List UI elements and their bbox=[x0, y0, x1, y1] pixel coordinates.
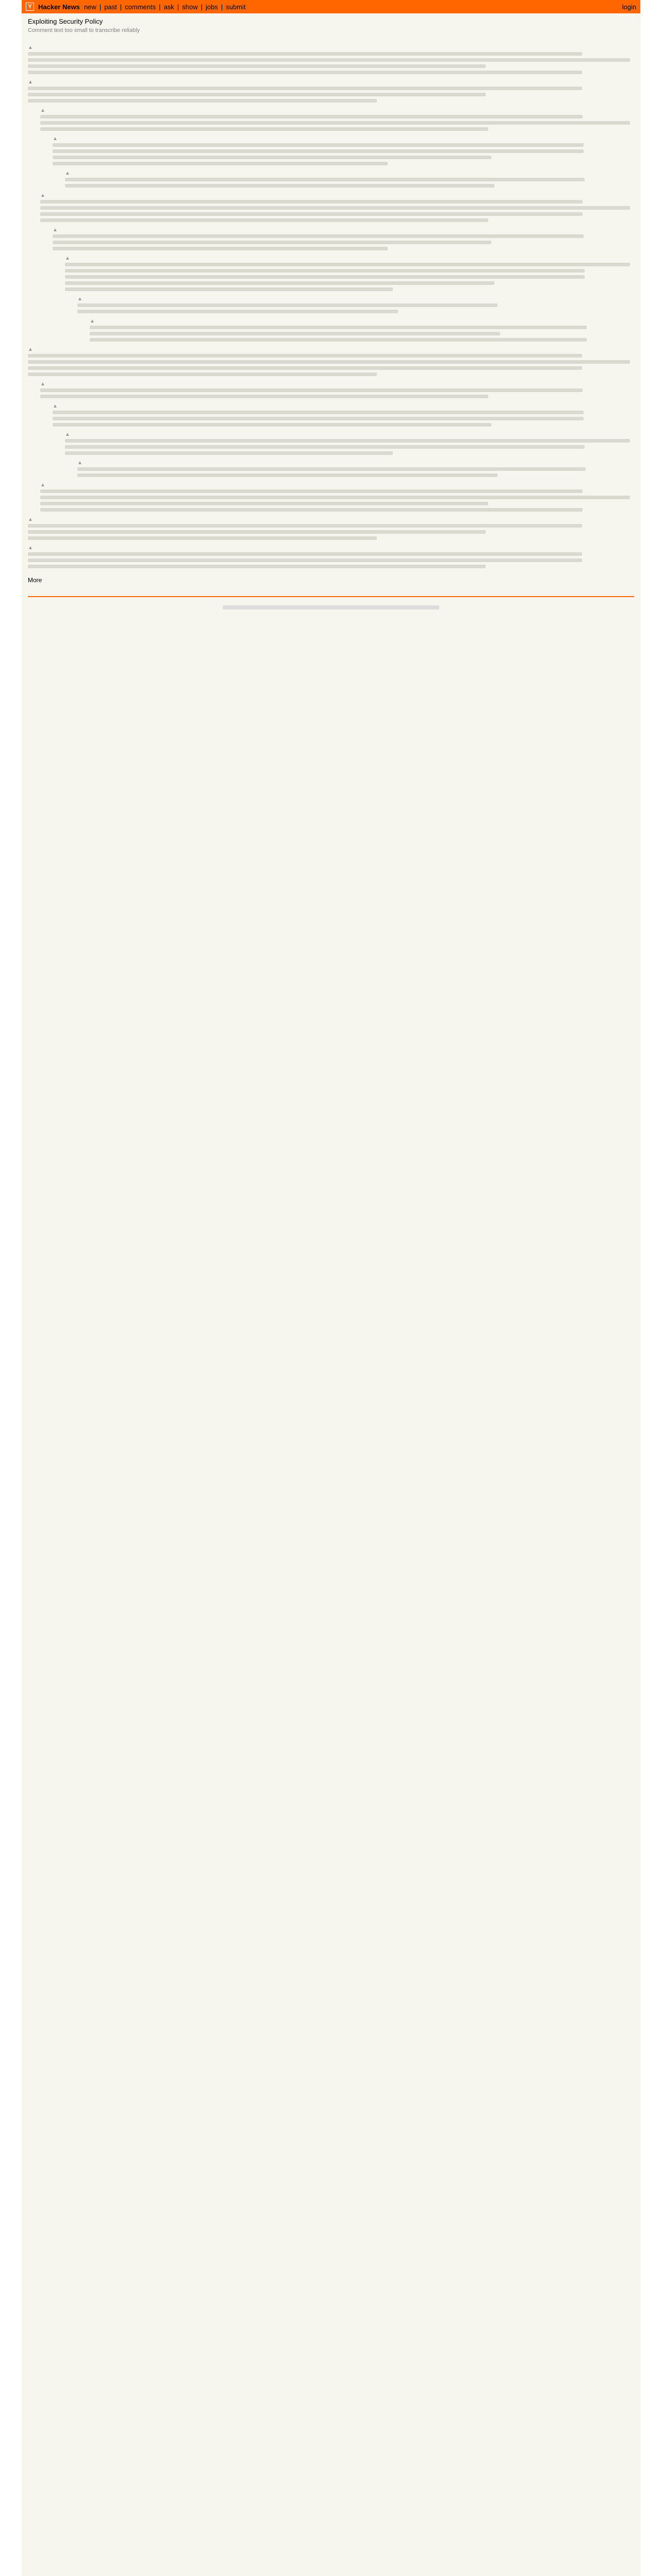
site-logo-icon[interactable]: Y bbox=[26, 3, 34, 11]
more-link[interactable]: More bbox=[28, 577, 42, 584]
comment-thread bbox=[22, 36, 640, 631]
comment-body-placeholder bbox=[40, 200, 630, 222]
footer-placeholder bbox=[223, 605, 439, 609]
nav-item-comments[interactable]: comments bbox=[125, 3, 156, 11]
comment-body-placeholder bbox=[77, 303, 630, 313]
comment-block bbox=[90, 318, 634, 342]
upvote-icon[interactable]: ▲ bbox=[53, 403, 58, 409]
comment-block bbox=[77, 460, 634, 477]
comment-block bbox=[65, 432, 634, 455]
upvote-icon[interactable]: ▲ bbox=[40, 107, 45, 113]
upvote-icon[interactable]: ▲ bbox=[53, 227, 58, 233]
upvote-icon[interactable]: ▲ bbox=[65, 431, 70, 437]
comment-meta bbox=[40, 482, 630, 487]
comment-meta bbox=[40, 108, 630, 113]
nav-item-past[interactable]: past bbox=[104, 3, 117, 11]
comment-body-placeholder bbox=[65, 178, 630, 188]
nav-item-jobs[interactable]: jobs bbox=[205, 3, 218, 11]
comment-meta bbox=[40, 381, 630, 386]
comment-body-placeholder bbox=[40, 489, 630, 512]
comment-meta bbox=[77, 296, 630, 301]
nav-separator: | bbox=[120, 3, 122, 11]
comment-body-placeholder bbox=[28, 552, 630, 568]
comment-meta bbox=[40, 193, 630, 198]
comment-meta bbox=[28, 545, 630, 550]
comment-meta bbox=[28, 79, 630, 84]
upvote-icon[interactable]: ▲ bbox=[28, 346, 33, 352]
comment-body-placeholder bbox=[77, 467, 630, 477]
story-summary bbox=[22, 13, 640, 36]
top-nav bbox=[84, 3, 246, 11]
comment-block bbox=[65, 256, 634, 291]
story-meta-placeholder: Comment text too small to transcribe reliably bbox=[28, 27, 140, 33]
upvote-icon[interactable]: ▲ bbox=[77, 296, 82, 302]
comment-block bbox=[40, 381, 634, 398]
comment-block bbox=[28, 79, 634, 103]
comment-block bbox=[28, 517, 634, 540]
comment-body-placeholder bbox=[28, 52, 630, 74]
comment-meta bbox=[65, 256, 630, 261]
comment-block bbox=[53, 136, 634, 165]
comment-body-placeholder bbox=[65, 263, 630, 291]
nav-separator: | bbox=[159, 3, 161, 11]
comment-meta bbox=[28, 45, 630, 50]
comment-block bbox=[28, 45, 634, 74]
comment-body-placeholder bbox=[40, 388, 630, 398]
comment-body-placeholder bbox=[53, 411, 630, 427]
page bbox=[22, 0, 640, 2576]
upvote-icon[interactable]: ▲ bbox=[28, 516, 33, 522]
comment-block bbox=[40, 108, 634, 131]
comment-meta bbox=[65, 171, 630, 176]
story-title[interactable]: Exploiting Security Policy bbox=[28, 18, 103, 25]
top-navigation-bar bbox=[22, 0, 640, 13]
upvote-icon[interactable]: ▲ bbox=[65, 170, 70, 176]
upvote-icon[interactable]: ▲ bbox=[77, 460, 82, 466]
upvote-icon[interactable]: ▲ bbox=[65, 255, 70, 261]
comment-meta bbox=[53, 136, 630, 141]
comment-block bbox=[28, 347, 634, 376]
upvote-icon[interactable]: ▲ bbox=[40, 482, 45, 488]
nav-item-show[interactable]: show bbox=[182, 3, 198, 11]
upvote-icon[interactable]: ▲ bbox=[28, 79, 33, 85]
comment-body-placeholder bbox=[65, 439, 630, 455]
nav-item-ask[interactable]: ask bbox=[163, 3, 174, 11]
comment-body-placeholder bbox=[28, 524, 630, 540]
nav-separator: | bbox=[221, 3, 223, 11]
comment-body-placeholder bbox=[40, 115, 630, 131]
upvote-icon[interactable]: ▲ bbox=[90, 318, 95, 324]
comment-block bbox=[53, 403, 634, 427]
nav-separator: | bbox=[99, 3, 102, 11]
comment-block bbox=[65, 171, 634, 188]
comment-meta bbox=[53, 403, 630, 409]
nav-separator: | bbox=[177, 3, 179, 11]
comment-body-placeholder bbox=[53, 234, 630, 250]
comment-body-placeholder bbox=[90, 326, 630, 342]
comment-meta bbox=[28, 347, 630, 352]
comment-meta bbox=[77, 460, 630, 465]
comment-block bbox=[28, 545, 634, 568]
comment-block bbox=[40, 193, 634, 222]
comment-body-placeholder bbox=[28, 354, 630, 376]
comment-meta bbox=[28, 517, 630, 522]
login-link[interactable]: login bbox=[622, 3, 636, 11]
comment-body-placeholder bbox=[53, 143, 630, 165]
comment-block bbox=[53, 227, 634, 250]
nav-item-new[interactable]: new bbox=[84, 3, 96, 11]
upvote-icon[interactable]: ▲ bbox=[40, 381, 45, 387]
comment-block bbox=[77, 296, 634, 313]
comment-block bbox=[40, 482, 634, 512]
upvote-icon[interactable]: ▲ bbox=[40, 192, 45, 198]
comment-body-placeholder bbox=[28, 87, 630, 103]
nav-separator: | bbox=[201, 3, 203, 11]
upvote-icon[interactable]: ▲ bbox=[28, 44, 33, 50]
comment-meta bbox=[90, 318, 630, 324]
upvote-icon[interactable]: ▲ bbox=[28, 545, 33, 551]
upvote-icon[interactable]: ▲ bbox=[53, 135, 58, 142]
nav-item-submit[interactable]: submit bbox=[226, 3, 246, 11]
footer bbox=[28, 596, 634, 619]
site-title[interactable]: Hacker News bbox=[38, 3, 80, 11]
comment-meta bbox=[53, 227, 630, 232]
comment-meta bbox=[65, 432, 630, 437]
